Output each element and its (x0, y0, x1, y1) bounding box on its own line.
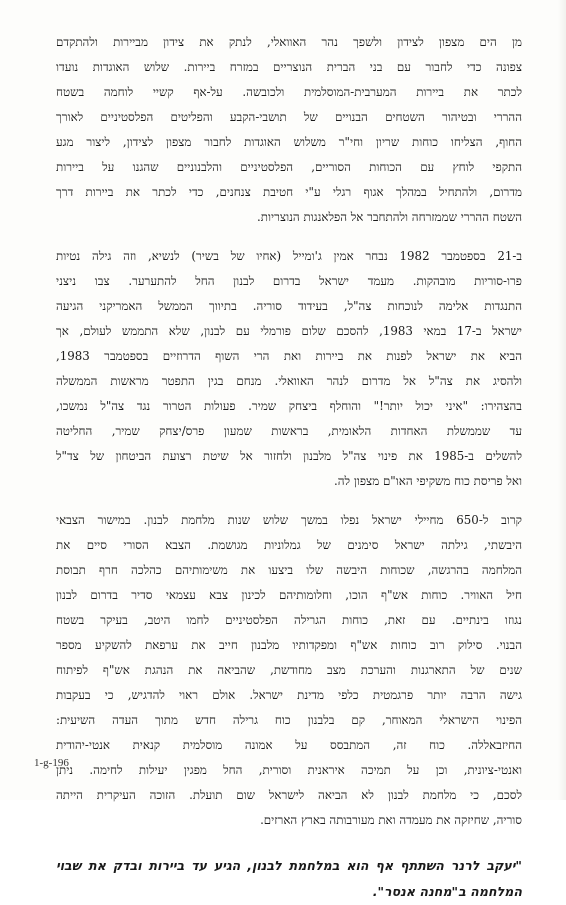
text-line: ב-21 בספטמבר 1982 נבחר אמין ג'ומייל (אחיו של בשיר) לנשיא, וזה גילה נטיות (56, 249, 522, 263)
text-line: המלחמה בהרגשה, שכוחות היבשה שלו ביצעו את משימותיהם כהלכה חרף תבוסת (56, 563, 522, 577)
text-line: לסכם, כי מלחמת לבנון לא הביאה לישראל שום תועלת. הזוכה העיקרית הייתה (56, 788, 522, 802)
text-line: ישראל ב-17 במאי 1983, להסכם שלום פורמלי עם לבנון, שלא התממש לעולם, אך (56, 324, 522, 338)
scan-edge-shadow (558, 0, 566, 800)
page-number: 1-g-196 (34, 757, 69, 769)
document-body (56, 30, 522, 905)
text-line: התקפי לוחץ עם הכוחות הסוריים, הפלסטיניים והלבנוניים שהגנו על ביירות (56, 160, 522, 174)
text-line: השטח ההררי שממזרחה ולהתחבר אל הפלאנגות הנוצריות. (257, 210, 522, 224)
text-line: לכתר את ביירות המערבית-המוסלמית ולכובשה. על-אף קשיי לוחמה בשטח (56, 85, 522, 99)
text-line: החוף, הצליחו כוחות שריון וחי"ר משלוש האוגדות לחבור מצפון לצידון, ליצור מגע (56, 135, 522, 149)
text-line: החיזבאללה. כוח זה, המתבסס על אמונה מוסלמית קנאית אנטי-יהודית (56, 738, 522, 752)
text-line: הבנוי. סילוק רוב כוחות אש"ף ומפקדותיו מלבנון חייב את ערפאת להשקיע מספר (56, 638, 522, 652)
quote-yaakov-lerner (56, 853, 522, 905)
text-line: פרו-סוריות מובהקות. מעמד ישראל בדרום לבנון החל להתערער. צבו ניצני (56, 274, 522, 288)
text-line: הביא את ישראל לפנות את ביירות ואת הרי השוף הדרוזיים בספטמבר 1983, (56, 349, 522, 363)
paragraph-war-summary (56, 508, 522, 833)
text-line: נגוזו בינתיים. עם זאת, כוחות הגרילה הפלסטיניים לחמו היטב, בעיקר בשטח (56, 613, 522, 627)
text-line: סוריה, שחיזקה את מעמדה ואת מעורבותה בארץ הארזים. (260, 813, 522, 827)
quote-line: המלחמה ב"מחנה אנסר". (372, 884, 522, 899)
text-line: ואנטי-ציונית, וכן על תמיכה איראנית וסורית, החל מפגין יעילות לחימה. ניתן (56, 763, 522, 777)
text-line: ההררי ובטיהור השטחים הבנויים של תושבי-הקבע והפליטים הפלסטיניים לאורך (56, 110, 522, 124)
paragraph-gemayel-election (56, 244, 522, 494)
text-line: ולהסיג את צה"ל אל מדרום לנהר האוואלי. מנחם בגין התפטר מראשות הממשלה (56, 374, 522, 388)
text-line: חיל האוויר. כוחות אש"ף הוכו, וחלומותיהם לכינון צבא עצמאי סדיר בדרום לבנון (56, 588, 522, 602)
text-line: היבשתי, גילתה ישראל סימנים של גמלוניות מגושמת. הצבא הסורי סיים את (56, 538, 522, 552)
text-line: להשלים ב-1985 את פינוי צה"ל מלבנון ולחזור אל שיטת רצועת הביטחון של צד"ל (56, 449, 522, 463)
quote-line: "יעקב לרנר השתתף אף הוא במלחמת לבנון, הגיע עד ביירות ובדק את שבוי (56, 858, 522, 873)
text-line: מדרום, ולהתחיל במהלך אגוף רגלי ע"י חטיבת צנחנים, כדי לכתר את ביירות דרך (56, 185, 522, 199)
paragraph-beirut-siege (56, 30, 522, 230)
text-line: בהצהירו: "איני יכול יותר!" והוחלף ביצחק שמיר. פעולות הטרור נגד צה"ל נמשכו, (56, 399, 522, 413)
text-line: גישה הרבה יותר פרגמטית כלפי מדינת ישראל. אולם ראוי להדגיש, כי בעקבות (56, 688, 522, 702)
text-line: מן הים מצפון לצידון ולשפך נהר האוואלי, לנתק את צידון מביירות ולהתקדם (56, 35, 522, 49)
text-line: הפינוי הישראלי המאוחר, קם בלבנון כוח גרילה חדש מתוך העדה השיעית: (56, 713, 522, 727)
text-line: עד שממשלת האחדות הלאומית, בראשות שמעון פרס/יצחק שמיר, החליטה (56, 424, 522, 438)
text-line: צפונה כדי לחבור עם בני הברית הנוצריים במזרח ביירות. שלוש האוגדות נועדו (56, 60, 522, 74)
text-line: קרוב ל-650 מחיילי ישראל נפלו במשך שלוש שנות מלחמת לבנון. במישור הצבאי (56, 513, 522, 527)
text-line: שנים של התארגנות והערכת מצב מחודשת, שהביאה את הנהגת אש"ף לפיתוח (56, 663, 522, 677)
text-line: ואל פריסת כוח משקיפי האו"ם מצפון לה. (334, 474, 522, 488)
text-line: התנגדות אלימה לנוכחות צה"ל, בעידוד סוריה. בתיווך הממשל האמריקני הגיעה (56, 299, 522, 313)
